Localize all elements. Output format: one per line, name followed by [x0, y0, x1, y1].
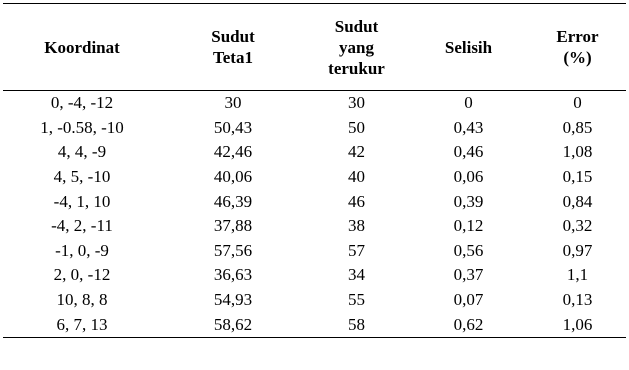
- table-row: [3, 263, 626, 288]
- cell-selisih: 0,37: [453, 265, 484, 285]
- cell-koordinat: -4, 1, 10: [53, 191, 111, 211]
- cell-koordinat: -4, 2, -11: [51, 216, 113, 236]
- cell-sudut-teta1: 54,93: [213, 290, 253, 310]
- cell-error: 1,1: [566, 265, 589, 285]
- cell-sudut-teta1: 37,88: [213, 216, 253, 236]
- cell-koordinat: 10, 8, 8: [56, 290, 108, 310]
- cell-sudut-terukur: 38: [348, 216, 365, 236]
- cell-error: 0,15: [562, 167, 593, 187]
- cell-koordinat: 0, -4, -12: [50, 93, 114, 113]
- table-row: [3, 239, 626, 264]
- cell-error: 0,84: [562, 191, 593, 211]
- cell-sudut-terukur: 30: [348, 93, 365, 113]
- header-koordinat: [3, 4, 161, 91]
- cell-error: 1,06: [529, 312, 626, 337]
- table-header: [3, 4, 626, 91]
- header-label-line: Sudut: [211, 27, 255, 46]
- cell-koordinat: 4, 5, -10: [53, 167, 111, 187]
- cell-koordinat: -1, 0, -9: [55, 240, 109, 260]
- cell-sudut-teta1: 42,46: [213, 142, 253, 162]
- cell-error: 0,13: [562, 290, 593, 310]
- header-label: [328, 16, 385, 79]
- table-row: [3, 165, 626, 190]
- cell-selisih: 0,07: [453, 290, 484, 310]
- cell-selisih: 0,56: [453, 240, 484, 260]
- cell-koordinat: 2, 0, -12: [53, 265, 111, 285]
- cell-selisih: 0,06: [453, 167, 484, 187]
- cell-selisih: 0: [464, 93, 473, 113]
- cell-sudut-terukur: 55: [348, 290, 365, 310]
- cell-sudut-teta1: 46,39: [213, 191, 253, 211]
- cell-selisih: 0,39: [453, 191, 484, 211]
- cell-sudut-terukur: 50: [348, 117, 365, 137]
- cell-koordinat: 6, 7, 13: [3, 312, 161, 337]
- cell-sudut-teta1: 50,43: [213, 117, 253, 137]
- table-row: [3, 116, 626, 141]
- cell-sudut-teta1: 58,62: [161, 312, 305, 337]
- cell-koordinat: 1, -0.58, -10: [40, 117, 124, 137]
- header-label: [445, 37, 492, 58]
- cell-error: 0,97: [562, 240, 593, 260]
- table-row: [3, 189, 626, 214]
- cell-sudut-teta1: 40,06: [213, 167, 253, 187]
- cell-error: 0,32: [562, 216, 593, 236]
- cell-error: 0: [573, 93, 582, 113]
- header-label-line: yang: [339, 37, 374, 57]
- header-error: [529, 4, 626, 91]
- header-row: [3, 4, 626, 91]
- header-label-line: terukur: [328, 58, 385, 78]
- table-row: [3, 312, 626, 337]
- cell-koordinat: 4, 4, -9: [57, 142, 107, 162]
- results-table: [3, 3, 626, 338]
- header-label-line: Selisih: [444, 37, 493, 57]
- cell-sudut-terukur: 34: [348, 265, 365, 285]
- cell-sudut-teta1: 36,63: [213, 265, 253, 285]
- header-label-line: (%): [563, 48, 592, 67]
- cell-selisih: 0,43: [453, 117, 484, 137]
- header-label: [211, 26, 254, 68]
- header-label-line: Sudut: [334, 16, 379, 36]
- cell-sudut-terukur: 58: [305, 312, 408, 337]
- header-sudut-teta1: [161, 4, 305, 91]
- header-label: [44, 37, 120, 58]
- cell-selisih: 0,12: [453, 216, 484, 236]
- table-row: [3, 214, 626, 239]
- cell-sudut-terukur: 57: [348, 240, 365, 260]
- header-label-line: Teta1: [212, 48, 253, 67]
- cell-selisih: 0,62: [408, 312, 529, 337]
- table-row: [3, 288, 626, 313]
- cell-error: 0,85: [562, 117, 593, 137]
- table-row: [3, 91, 626, 116]
- header-label-line: Koordinat: [44, 37, 120, 57]
- table-row: [3, 140, 626, 165]
- cell-error: 1,08: [562, 142, 593, 162]
- cell-sudut-terukur: 42: [348, 142, 365, 162]
- cell-sudut-teta1: 57,56: [213, 240, 253, 260]
- cell-sudut-terukur: 40: [348, 167, 365, 187]
- header-selisih: [408, 4, 529, 91]
- header-sudut-terukur: [305, 4, 408, 91]
- cell-sudut-teta1: 30: [224, 93, 242, 113]
- cell-selisih: 0,46: [453, 142, 484, 162]
- header-label: [556, 26, 598, 68]
- cell-sudut-terukur: 46: [348, 191, 365, 211]
- header-label-line: Error: [556, 27, 599, 46]
- table-body: [3, 91, 626, 338]
